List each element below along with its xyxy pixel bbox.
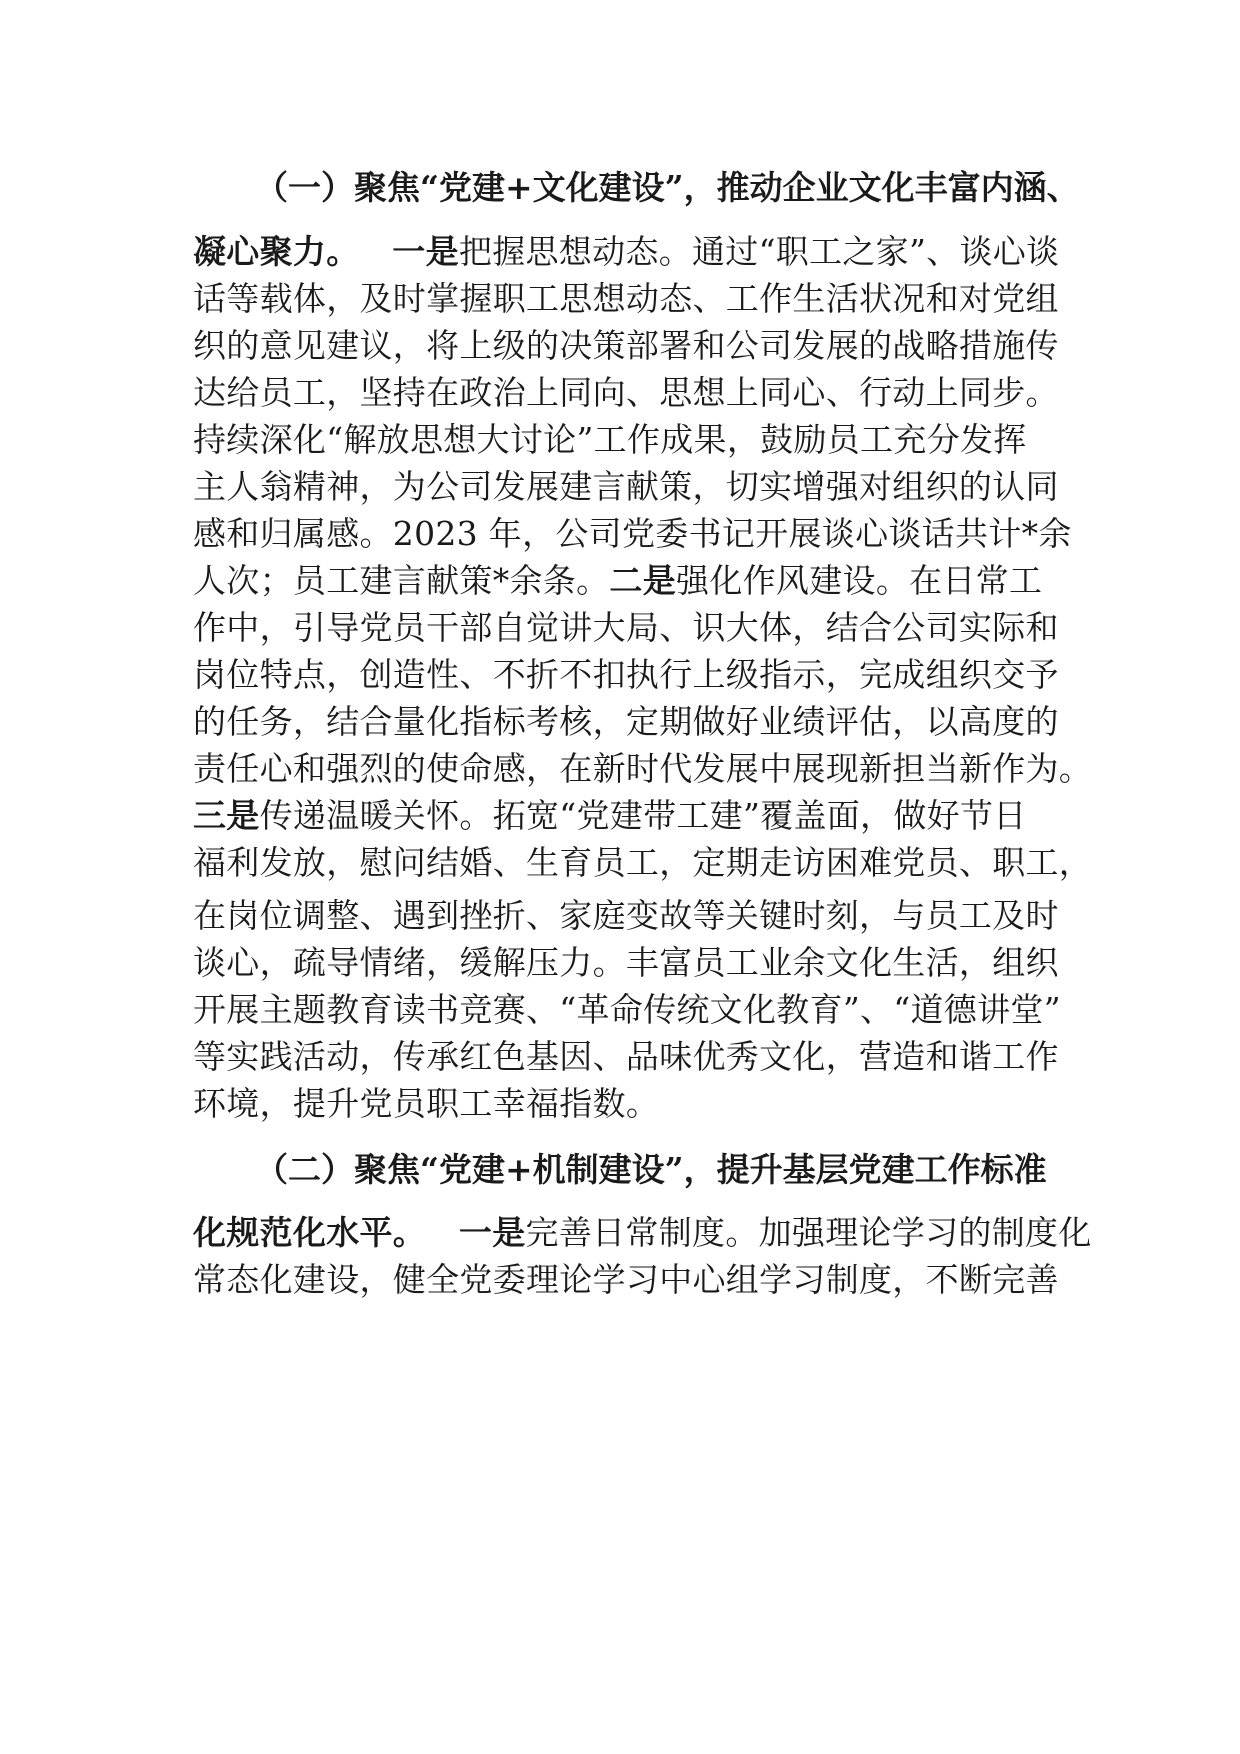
paragraph-line: 环境，提升党员职工幸福指数。 <box>193 1084 660 1123</box>
paragraph-line: 开展主题教育读书竞赛、“革命传统文化教育”、“道德讲堂” <box>193 990 1061 1029</box>
section-1-heading-tail: 凝心聚力。 <box>193 232 360 271</box>
paragraph-line: 主人翁精神，为公司发展建言献策，切实增强对组织的认同 <box>193 467 1059 506</box>
paragraph-line: 话等载体，及时掌握职工思想动态、工作生活状况和对党组 <box>193 279 1059 318</box>
paragraph-text: 强化作风建设。在日常工 <box>676 561 1043 600</box>
paragraph-text: 人次；员工建言献策*余条。 <box>193 561 610 600</box>
paragraph-line: 感和归属感。2023 年，公司党委书记开展谈心谈话共计*余 <box>193 514 1072 553</box>
paragraph-line: 福利发放，慰问结婚、生育员工，定期走访困难党员、职工， <box>193 843 1093 882</box>
paragraph-text: 完善日常制度。加强理论学习的制度化 <box>525 1213 1092 1252</box>
paragraph-line: 谈心，疏导情绪，缓解压力。丰富员工业余文化生活，组织 <box>193 943 1059 982</box>
paragraph-line: 持续深化“解放思想大讨论”工作成果，鼓励员工充分发挥 <box>193 420 1027 459</box>
paragraph-line: 作中，引导党员干部自觉讲大局、识大体，结合公司实际和 <box>193 608 1059 647</box>
paragraph-line: 岗位特点，创造性、不折不扣执行上级指示，完成组织交予 <box>193 655 1059 694</box>
section-2-heading: （二）聚焦“党建+机制建设”，提升基层党建工作标准 <box>255 1150 1047 1189</box>
paragraph-line: 达给员工，坚持在政治上同向、思想上同心、行动上同步。 <box>193 373 1059 412</box>
point-three-label: 三是 <box>193 796 260 835</box>
point-two-label: 二是 <box>609 561 677 600</box>
paragraph-line: 在岗位调整、遇到挫折、家庭变故等关键时刻，与员工及时 <box>193 896 1059 935</box>
point-one-label: 一是 <box>392 232 459 271</box>
paragraph-line: 常态化建设，健全党委理论学习中心组学习制度，不断完善 <box>193 1260 1059 1299</box>
point-one-label: 一是 <box>458 1213 526 1252</box>
paragraph-line: 织的意见建议，将上级的决策部署和公司发展的战略措施传 <box>193 326 1059 365</box>
paragraph-text: 传递温暖关怀。拓宽“党建带工建”覆盖面，做好节日 <box>259 796 1027 835</box>
paragraph-line: 责任心和强烈的使命感，在新时代发展中展现新担当新作为。 <box>193 749 1093 788</box>
section-2-heading-tail: 化规范化水平。 <box>193 1213 427 1252</box>
paragraph-line: 的任务，结合量化指标考核，定期做好业绩评估，以高度的 <box>193 702 1059 741</box>
paragraph-text: 把握思想动态。通过“职工之家”、谈心谈 <box>458 232 1060 271</box>
section-1-heading: （一）聚焦“党建+文化建设”，推动企业文化丰富内涵、 <box>255 168 1080 207</box>
paragraph-line: 等实践活动，传承红色基因、品味优秀文化，营造和谐工作 <box>193 1037 1059 1076</box>
